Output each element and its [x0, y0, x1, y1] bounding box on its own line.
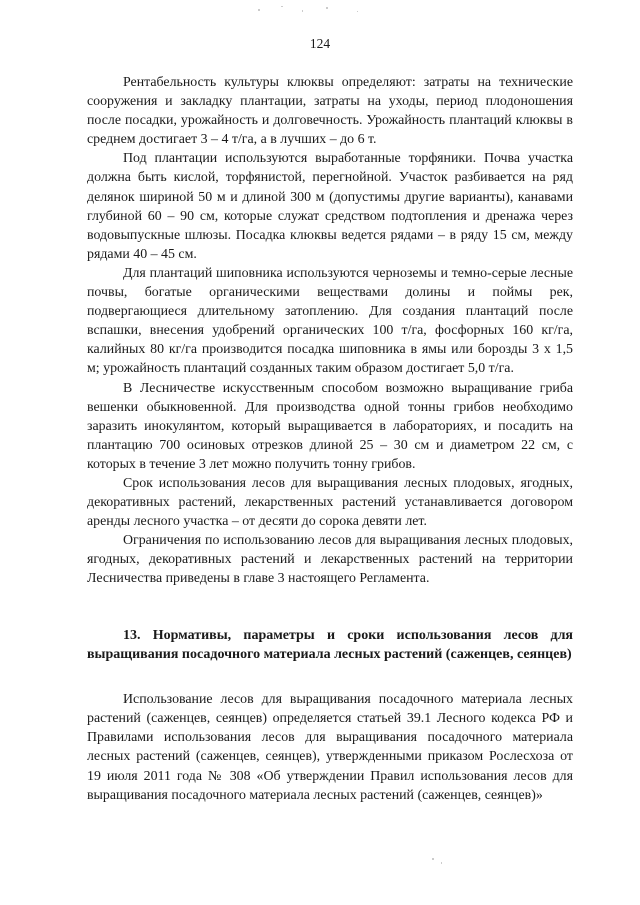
spacer — [87, 589, 573, 626]
paragraph: Для плантаций шиповника используются черноземы и темно-серые лесные почвы, богатые органическими веществами долины и поймы рек, подвергающиеся длительному затоплению. Для создания плантаций после вспашки, внесения удобрений органических 100 т/га, фосфорных 160 кг/га, калийных 80 кг/га производится посадка шиповника в ямы или борозды 3 х 1,5 м; урожайность плантаций созданных таким образом достигает 5,0 т/га. — [87, 265, 573, 377]
scan-speck — [432, 858, 434, 860]
scan-speck — [302, 10, 303, 12]
scan-speck — [441, 862, 442, 864]
paragraph: Использование лесов для выращивания посадочного материала лесных растений (саженцев, сеянцев) определяется статьей 39.1 Лесного кодекса РФ и Правилами использования лесов для выращивания посадочного материала лесных растений (саженцев, сеянцев), утвержденными приказом Рослесхоза от 19 июля 2011 года № 308 «Об утверждении Правил использования лесов для выращивания посадочного материала лесных растений (саженцев, сеянцев)» — [87, 692, 573, 803]
page-number: 124 — [309, 36, 331, 51]
scan-speck — [357, 11, 358, 12]
scan-speck — [326, 7, 328, 9]
page-body — [87, 73, 573, 805]
paragraph: Срок использования лесов для выращивания лесных плодовых, ягодных, декоративных растений, лекарственных растений устанавливается договором аренды лесного участка – от десяти до сорока девяти лет. — [87, 475, 573, 530]
scan-speck — [281, 6, 283, 7]
section-heading: 13. Нормативы, параметры и сроки использования лесов для выращивания посадочного материала лесных растений (саженцев, сеянцев) — [87, 627, 573, 662]
scan-speck — [258, 9, 260, 11]
spacer — [87, 664, 573, 690]
paragraph: В Лесничестве искусственным способом возможно выращивание гриба вешенки обыкновенной. Для производства одной тонны грибов необходимо заразить инокулянтом, который выращивается в лабораториях, и посадить на плантацию 700 осиновых отрезков длиной 25 – 30 см и диаметром 22 см, с которых в течение 3 лет можно получить тонну грибов. — [87, 380, 573, 472]
paragraph: Под плантации используются выработанные торфяники. Почва участка должна быть кислой, торфянистой, перегнойной. Участок разбивается на ряд делянок шириной 50 м и длиной 300 м (допустимы другие варианты), канавами глубиной 60 – 90 см, которые служат средством подтопления и дренажа через водовыпускные шлюзы. Посадка клюквы ведется рядами – в ряду 15 см, между рядами 40 – 45 см. — [87, 151, 573, 262]
paragraph: Ограничения по использованию лесов для выращивания лесных плодовых, ягодных, декоративных растений и лекарственных растений на территории Лесничества приведены в главе 3 настоящего Регламента. — [87, 533, 573, 587]
paragraph: Рентабельность культуры клюквы определяют: затраты на технические сооружения и закладку плантации, затраты на уходы, период плодоношения после посадки, урожайность и долговечность. Урожайность плантаций клюквы в среднем достигает 3 – 4 т/га, а в лучших – до 6 т. — [87, 75, 573, 148]
